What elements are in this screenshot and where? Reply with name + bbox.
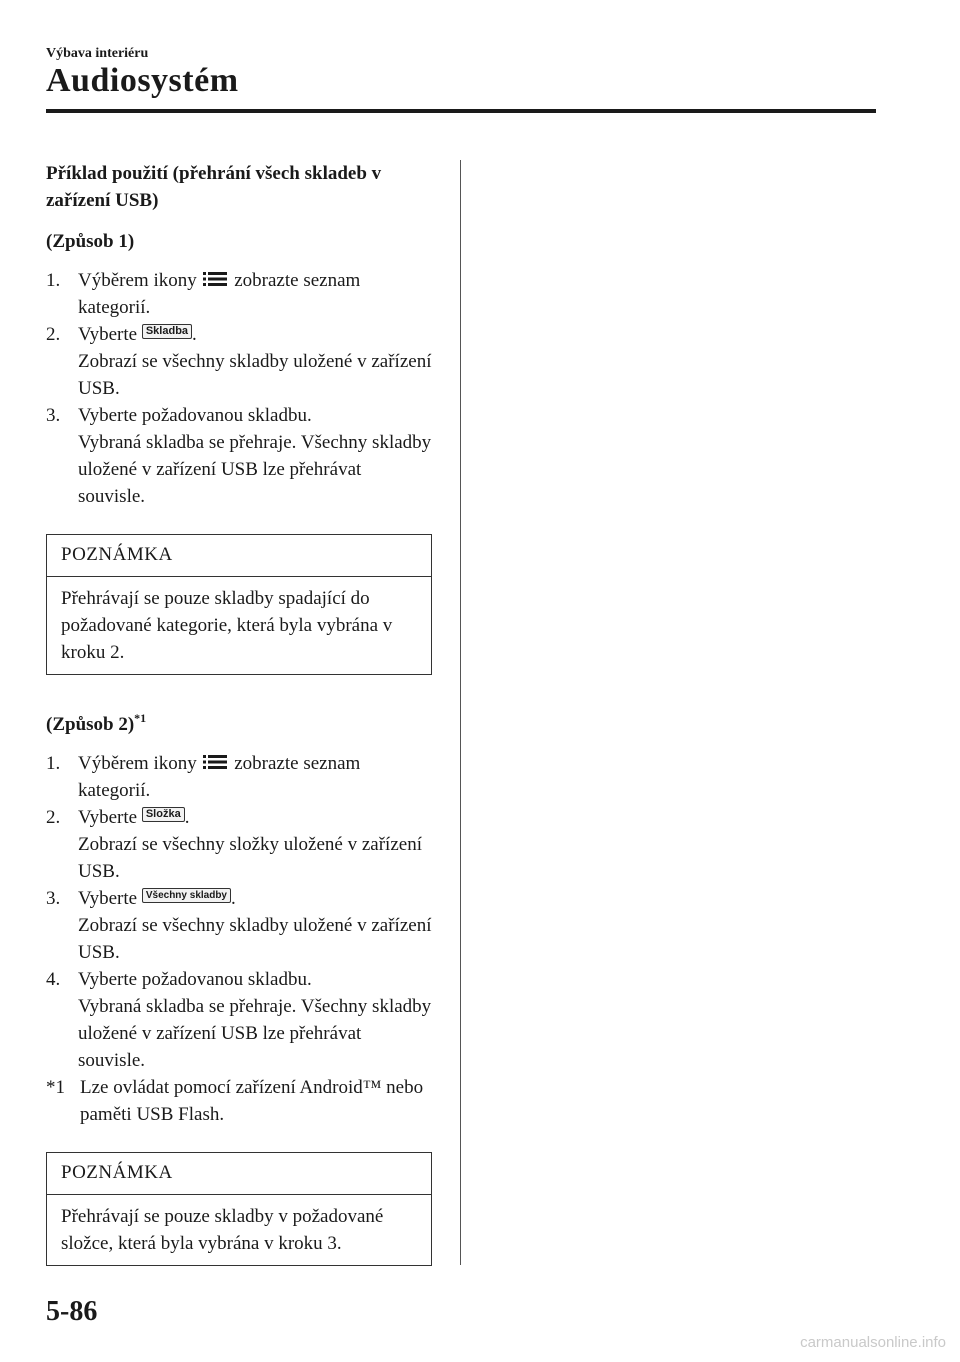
note-box [46, 1152, 432, 1266]
step-detail: Zobrazí se všechny skladby uložené v zařízení USB. [78, 351, 432, 399]
step-number: 3. [46, 405, 61, 426]
list-item [46, 966, 432, 1074]
step-text: . [231, 888, 236, 909]
step-number: 3. [46, 888, 61, 909]
step-text: Vyberte [78, 888, 138, 909]
method2-heading-text: (Způsob 2) [46, 714, 135, 735]
slozka-button[interactable]: Složka [142, 807, 185, 822]
step-detail: Zobrazí se všechny složky uložené v zařízení USB. [78, 834, 422, 882]
step-number: 1. [46, 753, 61, 774]
list-icon [201, 270, 229, 288]
note-box [46, 534, 432, 675]
note-text: Přehrávají se pouze skladby v požadované složce, která byla vybrána v kroku 3. [61, 1206, 384, 1254]
step-text: Vyberte požadovanou skladbu. [78, 969, 312, 990]
page-title: Audiosystém [46, 62, 239, 99]
note-heading: POZNÁMKA [47, 1153, 431, 1195]
skladba-button[interactable]: Skladba [142, 324, 192, 339]
step-detail: Vybraná skladba se přehraje. Všechny skladby uložené v zařízení USB lze přehrávat souvisle. [78, 996, 432, 1071]
method2-heading [46, 711, 432, 738]
list-item [46, 804, 432, 885]
step-number: 2. [46, 807, 61, 828]
note-text: Přehrávají se pouze skladby spadající do požadované kategorie, která byla vybrána v kroku 2. [61, 588, 393, 663]
step-detail: Vybraná skladba se přehraje. Všechny skladby uložené v zařízení USB lze přehrávat souvisle. [78, 432, 432, 507]
footnote-mark: *1 [46, 1077, 65, 1098]
main-heading: Příklad použití (přehrání všech skladeb v zařízení USB) [46, 163, 382, 211]
step-text: Vyberte požadovanou skladbu. [78, 405, 312, 426]
step-number: 2. [46, 324, 61, 345]
step-text: Vyberte [78, 807, 138, 828]
footnote-text: Lze ovládat pomocí zařízení Android™ nebo paměti USB Flash. [80, 1077, 424, 1125]
watermark: carmanualsonline.info [800, 1334, 946, 1351]
method2-steps [46, 750, 432, 1074]
step-text: . [184, 807, 190, 828]
footnote-ref: *1 [134, 711, 147, 725]
step-text: Vyberte [78, 324, 138, 345]
list-icon [201, 753, 229, 771]
list-item [46, 402, 432, 510]
list-item [46, 321, 432, 402]
step-text: zobrazte seznam kategorií. [78, 270, 361, 318]
list-item [46, 885, 432, 966]
list-item [46, 750, 432, 804]
step-number: 1. [46, 270, 61, 291]
step-text: Výběrem ikony [78, 270, 197, 291]
list-item [46, 267, 432, 321]
section-label: Výbava interiéru [46, 46, 149, 61]
step-text: Výběrem ikony [78, 753, 197, 774]
step-text: . [192, 324, 197, 345]
method1-steps [46, 267, 432, 510]
left-column [46, 160, 432, 1266]
column-divider [460, 160, 461, 1265]
method1-heading: (Způsob 1) [46, 231, 135, 252]
step-text: zobrazte seznam kategorií. [78, 753, 361, 801]
footnote [46, 1074, 432, 1128]
vsechny-skladby-button[interactable]: Všechny skladby [142, 888, 231, 903]
note-heading: POZNÁMKA [47, 535, 431, 577]
step-number: 4. [46, 969, 61, 990]
page-number: 5-86 [46, 1296, 98, 1327]
step-detail: Zobrazí se všechny skladby uložené v zařízení USB. [78, 915, 432, 963]
title-rule [46, 109, 876, 113]
